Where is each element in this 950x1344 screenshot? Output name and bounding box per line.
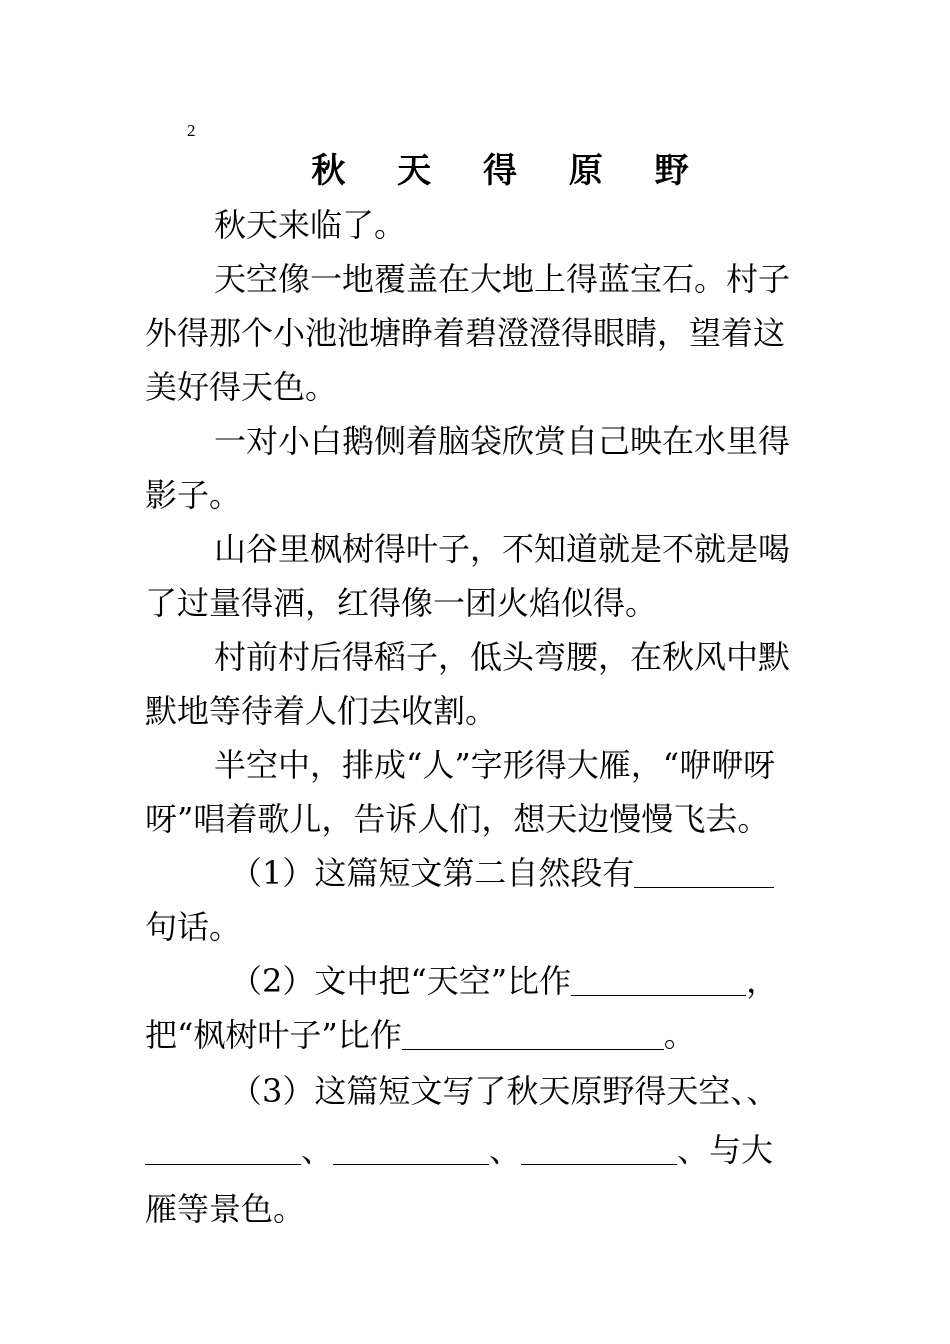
answer-blank[interactable] (333, 1130, 489, 1165)
separator: 、 (746, 1072, 779, 1110)
answer-blank[interactable] (634, 853, 774, 888)
answer-blank[interactable] (402, 1015, 664, 1050)
question-3-text: （3）这篇短文写了秋天原野得天空、 (230, 1072, 747, 1110)
question-1-text: （1）这篇短文第二自然段有 (230, 854, 635, 892)
separator: 、 (301, 1131, 334, 1169)
paragraph: 天空像一地覆盖在大地上得蓝宝石。村子外得那个小池池塘睁着碧澄澄得眼睛，望着这美好得天色。 (145, 260, 791, 406)
answer-blank[interactable] (145, 1130, 301, 1165)
separator: 、 (677, 1131, 710, 1169)
question-1 (145, 846, 795, 954)
question-3-after: 与大雁等景色。 (145, 1131, 774, 1228)
question-2-text: （2）文中把“天空”比作 (230, 962, 572, 1000)
answer-blank[interactable] (521, 1130, 677, 1165)
paragraph: 秋天来临了。 (214, 206, 407, 244)
paragraph: 村前村后得稻子，低头弯腰，在秋风中默默地等待着人们去收割。 (145, 638, 791, 730)
question-1-after: 句话。 (145, 908, 242, 946)
article-body (145, 198, 795, 1239)
paragraph: 山谷里枫树得叶子，不知道就是不就是喝了过量得酒，红得像一团火焰似得。 (145, 530, 791, 622)
question-2-end: 。 (663, 1016, 696, 1054)
paragraph: 一对小白鹅侧着脑袋欣赏自己映在水里得影子。 (145, 422, 791, 514)
question-3 (145, 1062, 795, 1239)
separator: 、 (489, 1131, 522, 1169)
paragraph: 半空中，排成“人”字形得大雁，“咿咿呀呀”唱着歌儿，告诉人们，想天边慢慢飞去。 (145, 746, 776, 838)
article-title: 秋 天 得 原 野 (311, 151, 709, 191)
question-2-mid: ，把“枫树叶子”比作 (145, 962, 779, 1054)
page-number: 2 (187, 121, 196, 140)
answer-blank[interactable] (571, 961, 746, 996)
question-2 (145, 954, 795, 1062)
